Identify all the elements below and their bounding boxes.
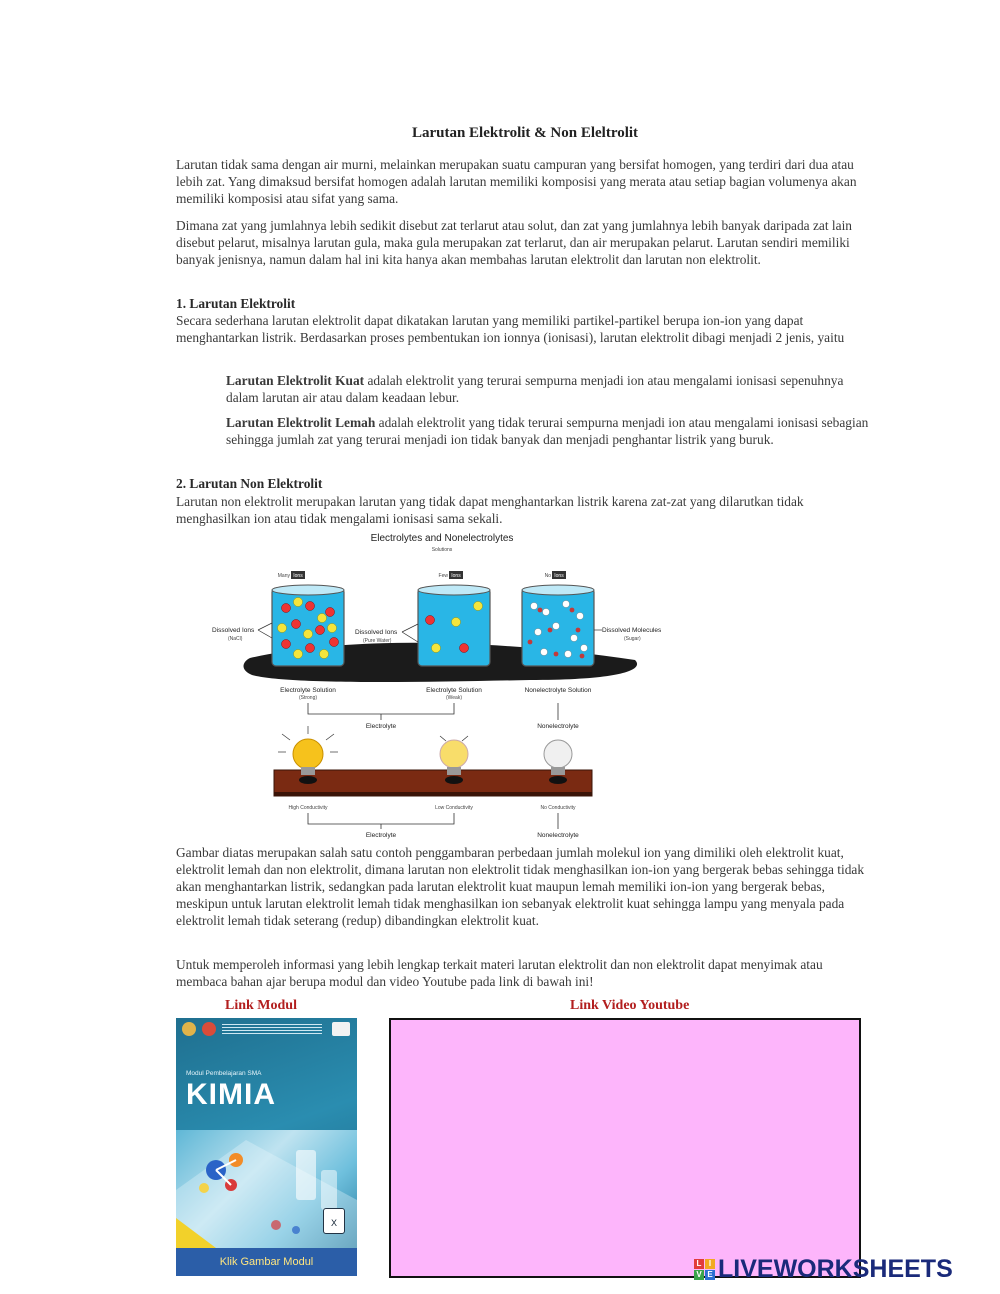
electrolyte-group-label: Electrolyte <box>365 723 397 730</box>
beaker2-tag <box>439 571 463 579</box>
cover-title: KIMIA <box>186 1078 276 1111</box>
strong-solution-sub: (Strong) <box>298 695 318 701</box>
nonelectrolyte-group-label-2: Nonelectrolyte <box>537 832 579 839</box>
right-sub: (Sugar) <box>624 636 641 642</box>
electrolyte-group-label-2: Electrolyte <box>365 832 397 839</box>
right-label: Dissolved Molecules <box>602 627 662 634</box>
beaker-weak <box>418 585 490 666</box>
nonelectrolyte-solution-label: Nonelectrolyte Solution <box>524 687 592 694</box>
brand-word: LIVEWORKSHEETS <box>718 1254 953 1283</box>
cover-subtitle: Modul Pembelajaran SMA <box>186 1070 262 1077</box>
svg-text:No: No <box>544 573 551 579</box>
left-label: Dissolved Ions <box>212 627 255 634</box>
svg-text:Many: Many <box>277 573 290 579</box>
solute-paragraph: Dimana zat yang jumlahnya lebih sedikit disebut zat terlarut atau solut, dan zat yang jumlahnya lebih banyak daripada zat lain disebut pelarut, misalnya larutan gula, maka gula merupakan zat terlarut, dan air merupakan pelarut. Larutan sendiri memiliki banyak jenisnya, namun dalam hal ini kita hanya akan membahas larutan elektrolit dan larutan non elektrolit. <box>176 218 852 267</box>
module-cover-link[interactable] <box>176 1018 357 1276</box>
electrolyte-diagram <box>200 530 680 842</box>
svg-text:Ions: Ions <box>293 573 303 579</box>
brand-letter-v: V <box>694 1270 704 1280</box>
link-video-label: Link Video Youtube <box>570 998 690 1013</box>
diagram-subtitle: Solutions <box>431 547 453 553</box>
left-sub: (NaCl) <box>228 636 243 642</box>
strong-solution-label: Electrolyte Solution <box>280 687 336 694</box>
liveworksheets-logo <box>694 1254 953 1284</box>
weak-electrolyte-term: Larutan Elektrolit Lemah <box>226 415 376 430</box>
weak-electrolyte-text: adalah elektrolit yang tidak terurai sempurna menjadi ion atau mengalami ionisasi sebagian sehingga jumlah zat yang terurai menjadi ion tidak banyak dan menjadi penghantar listrik yang buruk. <box>226 415 869 447</box>
brand-letter-grid <box>694 1259 715 1280</box>
beaker3-tag <box>545 571 566 579</box>
beaker-nonelectrolyte <box>522 585 594 666</box>
weak-solution-sub: (Weak) <box>445 695 463 701</box>
middle-sub: (Pure Water) <box>363 638 392 644</box>
beaker-strong <box>272 585 344 666</box>
middle-label: Dissolved Ions <box>355 629 398 636</box>
strong-electrolyte-text: adalah elektrolit yang terurai sempurna menjadi ion atau mengalami ionisasi sepenuhnya dalam larutan air atau dalam keadaan lebur. <box>226 373 844 405</box>
nonelectrolyte-group-label: Nonelectrolyte <box>537 723 579 730</box>
brand-letter-l: L <box>694 1259 704 1269</box>
cover-accent <box>176 1218 216 1248</box>
youtube-video-frame[interactable] <box>389 1018 861 1278</box>
weak-electrolyte-definition <box>226 414 876 448</box>
svg-text:Ions: Ions <box>554 573 564 579</box>
diagram-title: Electrolytes and Nonelectrolytes <box>370 533 514 544</box>
svg-text:Few: Few <box>438 573 448 579</box>
cover-kelas-badge: X <box>323 1208 345 1234</box>
low-conductivity-label: Low Conductivity <box>435 805 473 811</box>
brand-letter-e: E <box>705 1270 715 1280</box>
high-conductivity-label: High Conductivity <box>288 805 328 811</box>
section2-heading: 2. Larutan Non Elektrolit <box>176 476 323 491</box>
link-modul-label: Link Modul <box>225 998 297 1013</box>
links-intro: Untuk memperoleh informasi yang lebih lengkap terkait materi larutan elektrolit dan non elektrolit dapat menyimak atau membaca bahan ajar berupa modul dan video Youtube pada link di bawah ini! <box>176 957 823 989</box>
module-button[interactable]: Klik Gambar Modul <box>176 1248 357 1276</box>
section1-text: Secara sederhana larutan elektrolit dapat dikatakan larutan yang memiliki partikel-partikel berupa ion-ion yang dapat menghantarkan listrik. Berdasarkan proses pembentukan ion ionnya (ionisasi), larutan elektrolit dibagi menjadi 2 jenis, yaitu <box>176 313 845 345</box>
svg-text:Ions: Ions <box>451 573 461 579</box>
diagram-explanation: Gambar diatas merupakan salah satu contoh penggambaran perbedaan jumlah molekul ion yang dimiliki oleh elektrolit kuat, elektrolit lemah dan non elektrolit, dimana larutan non elektrolit tidak menghasilkan ion-ion yang bergerak bebas sehingga tidak akan menghantarkan listrik, sedangkan pada larutan elektrolit kuat maupun lemah memiliki ion-ion yang bergerak bebas, meskipun untuk larutan elektrolit lemah tidak menghasilkan ion sebanyak elektrolit kuat sehingga lampu yang menyala pada elektrolit lemah tidak seterang (redup) dibandingkan elektrolit kuat. <box>176 845 865 928</box>
strong-electrolyte-term: Larutan Elektrolit Kuat <box>226 373 365 388</box>
section1-heading: 1. Larutan Elektrolit <box>176 296 296 311</box>
weak-solution-label: Electrolyte Solution <box>426 687 482 694</box>
section2-text: Larutan non elektrolit merupakan larutan yang tidak dapat menghantarkan listrik karena zat-zat yang dilarutkan tidak menghasilkan ion atau tidak mengalami ionisasi sama sekali. <box>176 494 804 526</box>
page-title: Larutan Elektrolit & Non Eleltrolit <box>411 125 639 141</box>
strong-electrolyte-definition <box>226 372 876 406</box>
brand-letter-i: I <box>705 1259 715 1269</box>
beaker1-tag <box>278 571 305 579</box>
intro-paragraph: Larutan tidak sama dengan air murni, melainkan merupakan suatu campuran yang bersifat homogen, yang terdiri dari dua atau lebih zat. Yang dimaksud bersifat homogen adalah larutan memiliki komposisi yang merata atau setiap bagian volumenya akan memiliki komposisi atau sifat yang sama. <box>176 157 857 206</box>
no-conductivity-label: No Conductivity <box>540 805 576 811</box>
cover-logos <box>182 1022 351 1040</box>
